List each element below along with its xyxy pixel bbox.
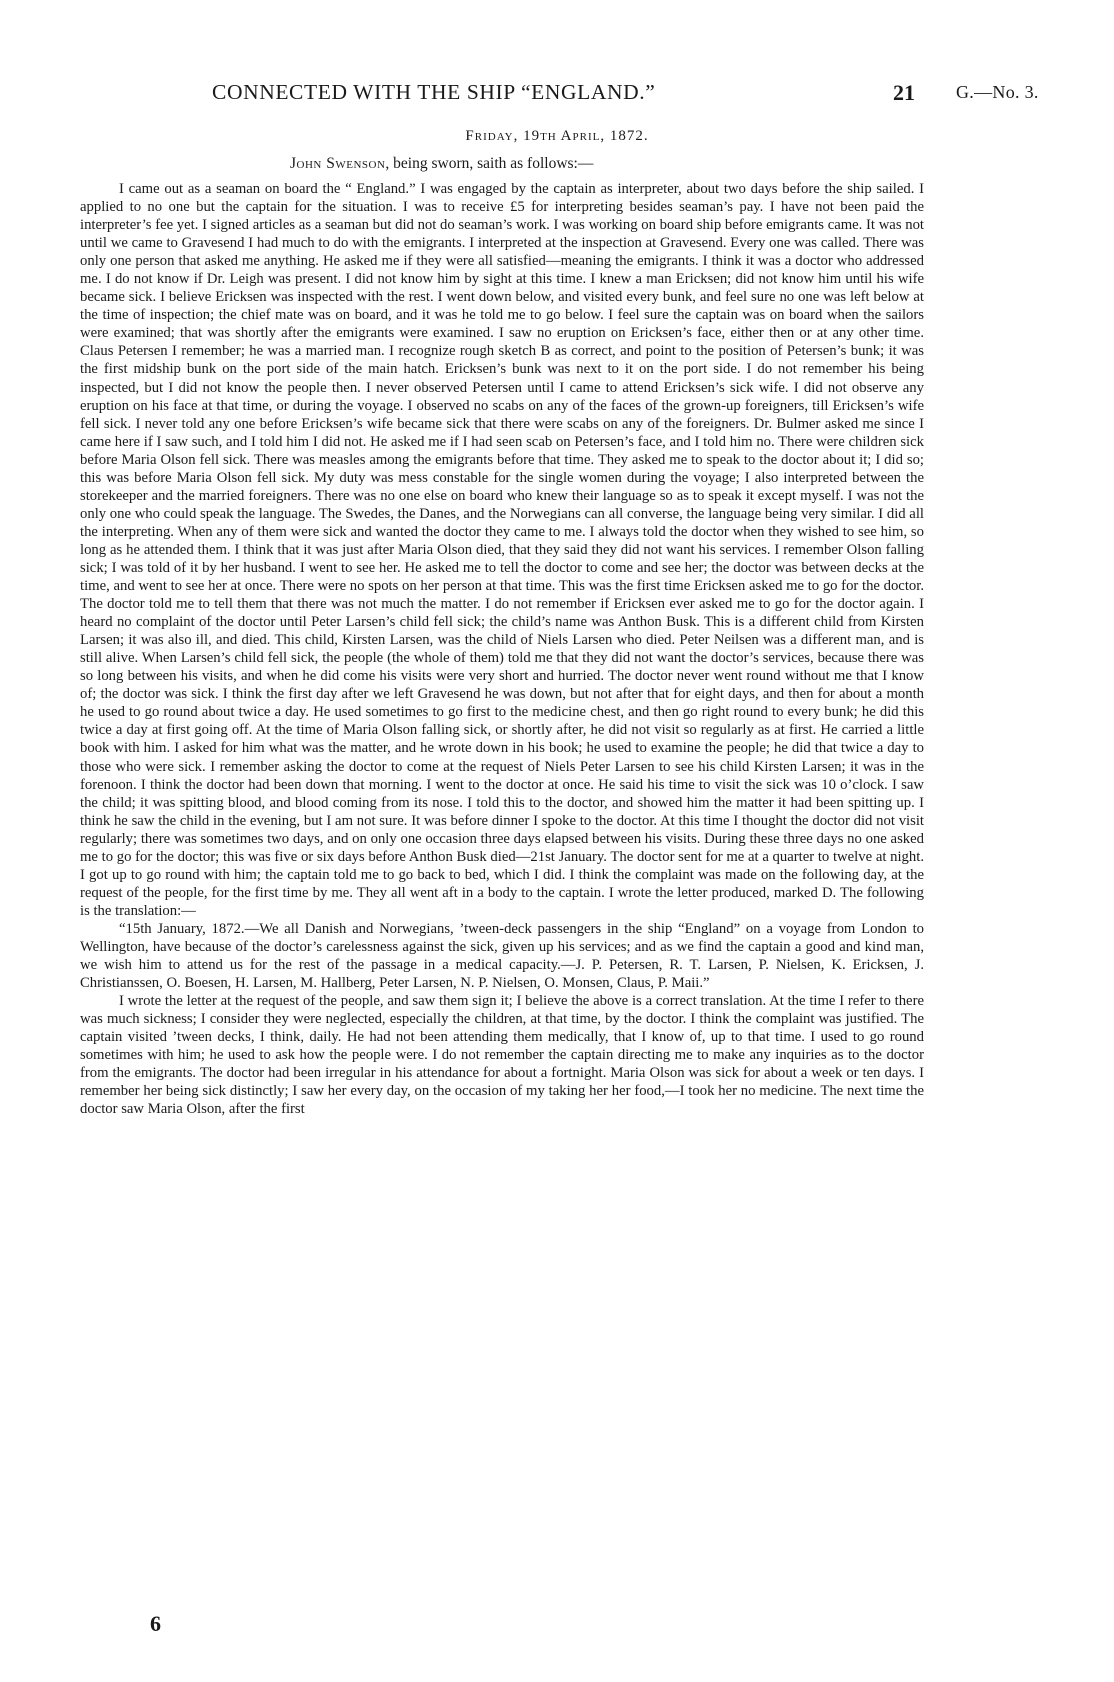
- testimony-paragraph: I came out as a seaman on board the “ England.” I was engaged by the captain as interpreter, about two days before the ship sailed. I applied to no one but the captain for the situation. I was to receive £5 for interpreting besides seaman’s pay. I have not been paid the interpreter’s fee yet. I signed articles as a seaman but did not do seaman’s work. I was working on board ship before emigrants came. It was not until we came to Gravesend I had much to do with the emigrants. I interpreted at the inspection at Gravesend. Every one was called. There was only one person that asked me anything. He asked me if they were all satisfied—meaning the emigrants. I think it was a doctor who addressed me. I do not know if Dr. Leigh was present. I did not know him by sight at this time. I knew a man Ericksen; did not know him until his wife became sick. I believe Ericksen was inspected with the rest. I went down below, and visited every bunk, and feel sure no one was left below at the time of inspection; the chief mate was on board, and it was he told me to go below. I feel sure the captain was on board when the sailors were examined; that was shortly after the emigrants were examined. I saw no eruption on Ericksen’s face, either then or at any other time. Claus Petersen I remember; he was a married man. I recognize rough sketch B as correct, and point to the position of Petersen’s bunk; it was the first midship bunk on the port side of the main hatch. Ericksen’s bunk was next to it on the port side. I do not remember his being inspected, but I did not know the people then. I never observed Petersen until I came to attend Ericksen’s sick wife. I did not observe any eruption on his face at that time, or during the voyage. I observed no scabs on any of the faces of the grown-up foreigners, till Ericksen’s wife fell sick. I never told any one before Ericksen’s wife became sick that there were scabs on any of the foreigners. Dr. Bulmer asked me since I came here if I saw such, and I told him I did not. He asked me if I had seen scab on Petersen’s face, and I told him no. There were children sick before Maria Olson fell sick. There was measles among the emigrants before that time. They asked me to speak to the doctor about it; I did so; this was before Maria Olson fell sick. My duty was mess constable for the single women during the voyage; I also interpreted between the storekeeper and the married foreigners. There was no one else on board who knew their language so as to speak it except myself. I was not the only one who could speak the language. The Swedes, the Danes, and the Norwegians can all converse, the language being very similar. I did all the interpreting. When any of them were sick and wanted the doctor they came to me. I always told the doctor when they wished to see him, so long as he attended them. I think that it was just after Maria Olson died, that they said they did not want his services. I remember Olson falling sick; I was told of it by her husband. I went to see her. He asked me to tell the doctor to come and see her; the doctor was between decks at the time, and went to see her at once. There were no spots on her person at that time. This was the first time Ericksen asked me to go for the doctor. The doctor told me to tell them that there was not much the matter. I do not remember if Ericksen ever asked me to go for the doctor again. I heard no complaint of the doctor until Peter Larsen’s child fell sick; the child’s name was Anthon Busk. This is a different child from Kirsten Larsen; it was also ill, and died. This child, Kirsten Larsen, was the child of Niels Larsen who died. Peter Neilsen was a different man, and is still alive. When Larsen’s child fell sick, the people (the whole of them) told me that they did not want the doctor’s services, because there was so long between his visits, and when he did come his visits were very short and hurried. The doctor never went round without me that I know of; the doctor was sick. I think the first day after we left Gravesend he was down, but not after that for eight days, and then for about a month he used to go round about twice a day. He used sometimes to go first to the medicine chest, and then go right round to every bunk; he did this twice a day at first going off. At the time of Maria Olson falling sick, or shortly after, he did not visit so regularly as at first. He carried a little book with him. I asked for him what was the matter, and he wrote down in his book; he used to examine the people; he did that twice a day to those who were sick. I remember asking the doctor to come at the request of Niels Peter Larsen to see his child Kirsten Larsen; it was in the forenoon. I think the doctor had been down that morning. I went to the doctor at once. He said his time to visit the sick was 10 o’clock. I saw the child; it was spitting blood, and blood coming from its nose. I told this to the doctor, and showed him the matter it had been spitting up. I think he saw the child in the evening, but I am not sure. It was before dinner I spoke to the doctor. At this time I thought the doctor did not visit regularly; there was sometimes two days, and on only one occasion three days elapsed between his visits. During these three days no one asked me to go for the doctor; this was five or six days before Anthon Busk died—21st January. The doctor sent for me at a quarter to twelve at night. I got up to go round with him; the captain told me to go back to bed, which I did. I think the complaint was made on the following day, at the request of the people, for the first time by me. They all went aft in a body to the captain. I wrote the letter produced, marked D. The following is the translation:—: [80, 181, 924, 919]
- testimony-body: [80, 180, 924, 1118]
- testimony-paragraph: I wrote the letter at the request of the people, and saw them sign it; I believe the above is a correct translation. At the time I refer to there was much sickness; I consider they were neglected, especially the children, at that time, by the doctor. I think the complaint was justified. The captain visited ’tween decks, I think, daily. He had not been attending them medically, that I know of, up to that time. I used to go round sometimes with him; he used to ask how the people were. I do not remember the captain directing me to make any inquiries as to the doctor from the emigrants. The doctor had been irregular in his attendance for about a fortnight. Maria Olson was sick for about a week or ten days. I remember her being sick distinctly; I saw her every day, on the occasion of my taking her her food,—I took her no medicine. The next time the doctor saw Maria Olson, after the first: [80, 993, 924, 1118]
- dateline: Friday, 19th April, 1872.: [465, 128, 649, 144]
- witness-line: [290, 155, 593, 173]
- witness-intro: , being sworn, saith as follows:—: [385, 155, 594, 172]
- signature-mark: 6: [150, 1611, 161, 1636]
- document-reference: G.—No. 3.: [956, 82, 1039, 102]
- translated-letter-paragraph: “15th January, 1872.—We all Danish and Norwegians, ’tween-deck passengers in the ship “England” on a voyage from London to Wellington, have because of the doctor’s carelessness against the sick, given up his services; and as we find the captain a good and kind man, we wish him to attend us for the rest of the passage in a medical capacity.—J. P. Petersen, R. T. Larsen, P. Nielsen, K. Ericksen, J. Christianssen, O. Boesen, H. Larsen, M. Hallberg, Peter Larsen, N. P. Nielsen, O. Monsen, Claus, P. Maii.”: [80, 920, 924, 992]
- running-title: CONNECTED WITH THE SHIP “ENGLAND.”: [212, 80, 656, 104]
- page-header: [0, 80, 1114, 114]
- page-number: 21: [893, 80, 915, 105]
- witness-name: John Swenson: [290, 155, 386, 172]
